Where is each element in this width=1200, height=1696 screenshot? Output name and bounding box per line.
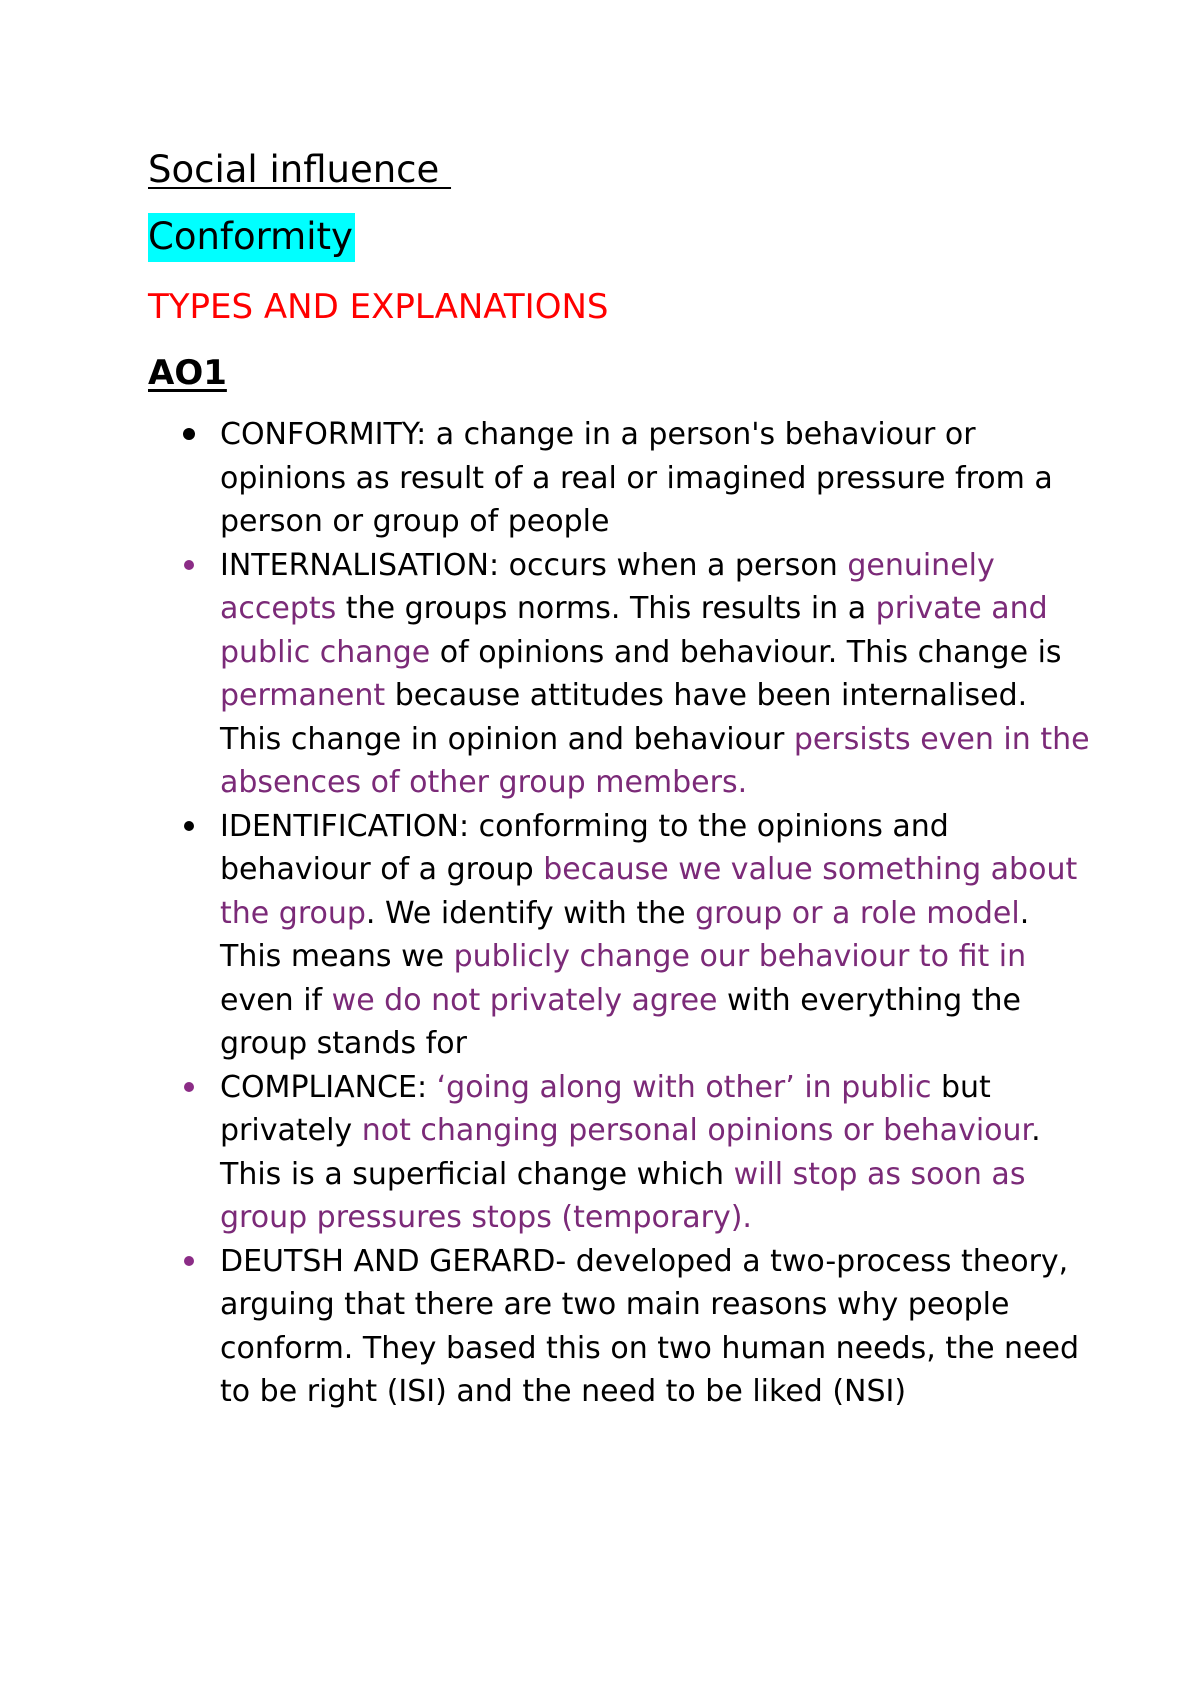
emphasis-text: not changing personal opinions or behaviour: [361, 1113, 1032, 1148]
section-heading: TYPES AND EXPLANATIONS: [148, 287, 609, 327]
bullet-icon: [183, 428, 195, 440]
emphasis-text: will stop as soon as group pressures stops (temporary).: [220, 1156, 1026, 1235]
document-subtitle: [148, 213, 1088, 271]
list-item: [148, 805, 1090, 1066]
emphasis-text: private and public change: [220, 591, 1048, 670]
emphasis-text: we do not privately agree: [331, 982, 718, 1018]
emphasis-text: genuinely accepts: [220, 547, 995, 626]
emphasis-text: persists even in the absences of other group members.: [220, 721, 1090, 800]
item-text: COMPLIANCE: ‘going along with other’ in public but privately not changing personal opinions or behaviour. This is a superficial change which will stop as soon as group pressures stops (temporary).: [220, 1069, 1041, 1235]
item-text: CONFORMITY: a change in a person's behaviour or opinions as result of a real or imagined pressure from a person or group of people: [220, 417, 1053, 539]
list-item: [148, 544, 1090, 805]
document-page: [148, 146, 1088, 1414]
emphasis-text: because we value something about the group: [220, 852, 1078, 931]
item-text: DEUTSH AND GERARD- developed a two-process theory, arguing that there are two main reasons why people conform. They based this on two human needs, the need to be right (ISI) and the need to be liked (NSI): [220, 1243, 1080, 1409]
item-text: IDENTIFICATION: conforming to the opinions and behaviour of a group because we value something about the group. We identify with the group or a role model. This means we publicly change our behaviour to fit in even if we do not privately agree with everything the group stands for: [220, 808, 1078, 1061]
document-title: Social influence: [148, 148, 452, 191]
bullet-list: [148, 413, 1088, 1414]
emphasis-text: ‘going along with other’ in public: [436, 1069, 932, 1105]
bullet-icon: [184, 1256, 194, 1266]
bullet-icon: [184, 560, 194, 570]
highlighted-subtitle: Conformity: [148, 213, 355, 262]
bullet-icon: [184, 1082, 194, 1092]
list-item: [148, 413, 1090, 544]
emphasis-text: publicly change our behaviour to fit in: [453, 939, 1027, 974]
bullet-icon: [184, 821, 194, 831]
list-item: [148, 1066, 1090, 1240]
ao-heading: AO1: [148, 353, 227, 393]
emphasis-text: permanent: [220, 678, 386, 713]
list-item: [148, 1240, 1090, 1414]
item-text: INTERNALISATION: occurs when a person genuinely accepts the groups norms. This results in a private and public change of opinions and behaviour. This change is permanent because attitudes have been internalised. This change in opinion and behaviour persists even in the absences of other group members.: [220, 547, 1090, 800]
emphasis-text: group or a role model: [695, 895, 1020, 931]
